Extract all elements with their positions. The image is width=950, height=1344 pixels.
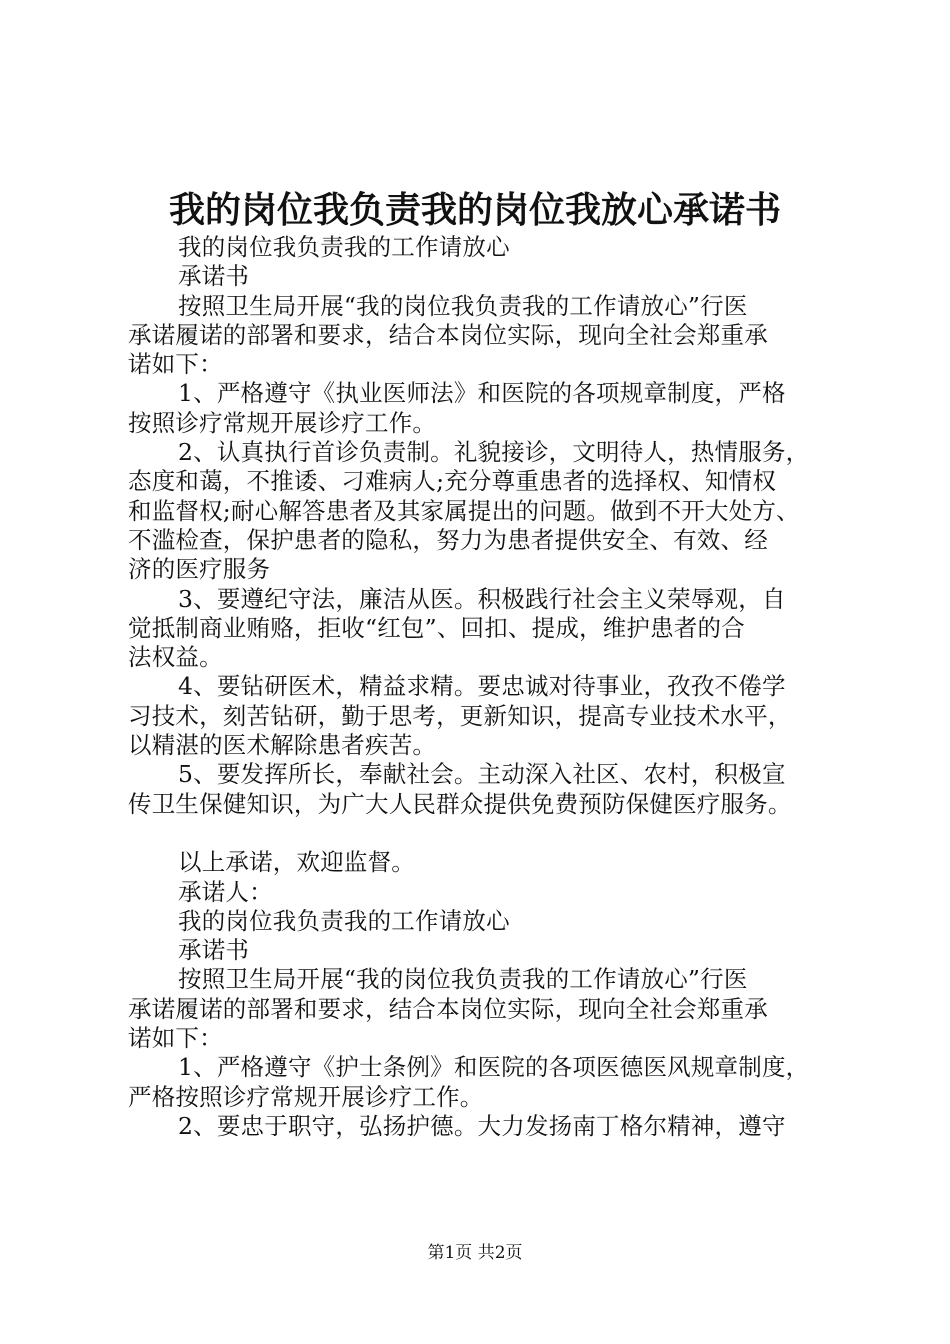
paragraph-line: 习技术，刻苦钻研，勤于思考，更新知识，提高专业技术水平， <box>128 701 792 730</box>
paragraph-line: 承诺履诺的部署和要求，结合本岗位实际，现向全社会郑重承 <box>128 320 768 349</box>
paragraph-line: 1、严格遵守《执业医师法》和医院的各项规章制度，严格 <box>178 379 786 408</box>
paragraph-line: 承诺履诺的部署和要求，结合本岗位实际，现向全社会郑重承 <box>128 994 768 1023</box>
paragraph-line: 不滥检查，保护患者的隐私，努力为患者提供安全、有效、经 <box>128 525 768 554</box>
paragraph-line: 5、要发挥所长，奉献社会。主动深入社区、农村，积极宣 <box>178 760 786 789</box>
paragraph-line: 诺如下： <box>128 350 223 379</box>
subtitle-line: 承诺书 <box>178 936 250 965</box>
subtitle-line: 承诺书 <box>178 262 250 291</box>
paragraph-line: 以精湛的医术解除患者疾苦。 <box>128 731 437 760</box>
page-footer: 第1页 共2页 <box>427 1243 523 1263</box>
paragraph-line: 3、要遵纪守法，廉洁从医。积极践行社会主义荣辱观，自 <box>178 584 786 613</box>
paragraph-line: 4、要钻研医术，精益求精。要忠诚对待事业，孜孜不倦学 <box>178 672 786 701</box>
paragraph-line: 2、要忠于职守，弘扬护德。大力发扬南丁格尔精神，遵守 <box>178 1111 786 1140</box>
paragraph-line: 态度和蔼，不推诿、刁难病人;充分尊重患者的选择权、知情权 <box>128 467 777 496</box>
paragraph-line: 按照卫生局开展“我的岗位我负责我的工作请放心”行医 <box>178 965 748 994</box>
signature-label: 承诺人： <box>178 877 273 906</box>
paragraph-line: 1、严格遵守《护士条例》和医院的各项医德医风规章制度， <box>178 1053 810 1082</box>
paragraph-line: 按照卫生局开展“我的岗位我负责我的工作请放心”行医 <box>178 291 748 320</box>
closing-line: 以上承诺，欢迎监督。 <box>178 848 415 877</box>
document-body <box>128 233 830 1141</box>
paragraph-line: 诺如下： <box>128 1024 223 1053</box>
paragraph-line: 觉抵制商业贿赂，拒收“红包”、回扣、提成，维护患者的合 <box>128 613 745 642</box>
paragraph-line: 济的医疗服务 <box>128 555 271 584</box>
document-title: 我的岗位我负责我的岗位我放心承诺书 <box>168 189 781 231</box>
paragraph-line: 2、认真执行首诊负责制。礼貌接诊，文明待人，热情服务， <box>178 438 810 467</box>
paragraph-line: 按照诊疗常规开展诊疗工作。 <box>128 408 437 437</box>
paragraph-line: 传卫生保健知识，为广大人民群众提供免费预防保健医疗服务。 <box>128 789 792 818</box>
subtitle-line: 我的岗位我负责我的工作请放心 <box>178 233 510 261</box>
blank-line <box>128 819 830 848</box>
paragraph-line: 法权益。 <box>128 643 223 672</box>
paragraph-line: 和监督权;耐心解答患者及其家属提出的问题。做到不开大处方、 <box>128 496 800 525</box>
paragraph-line: 严格按照诊疗常规开展诊疗工作。 <box>128 1082 484 1111</box>
subtitle-line: 我的岗位我负责我的工作请放心 <box>178 906 510 935</box>
